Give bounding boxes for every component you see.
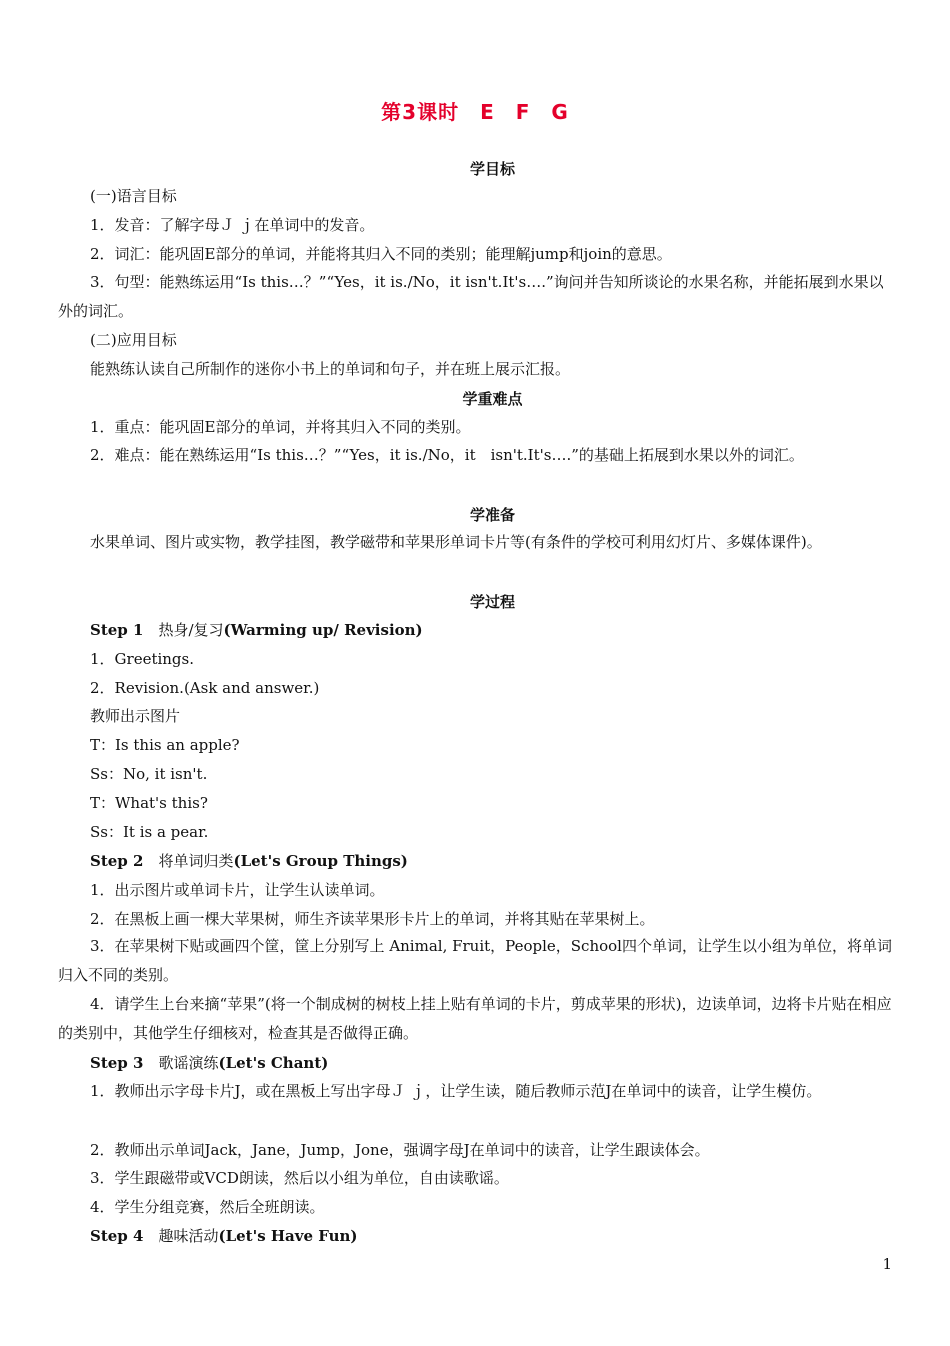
preparation-text: 水果单词、图片或实物，教学挂图，教学磁带和苹果形单词卡片等(有条件的学校可利用幻灯片、多媒体课件)。	[90, 533, 822, 551]
step-2-item-4: 4．请学生上台来摘“苹果”(将一个制成树的树枝上挂上贴有单词的卡片，剪成苹果的形状)，边读单词，边将卡片贴在相应的类别中，其他学生仔细核对，检查其是否做得正确。	[58, 995, 892, 1042]
step-3-label: Step 3	[90, 1054, 144, 1072]
step-1-dialog-3: T：What's this?	[90, 794, 208, 812]
step-1-dialog-4: Ss：It is a pear.	[90, 823, 209, 841]
step-3-item-4: 4．学生分组竞赛，然后全班朗读。	[90, 1198, 325, 1216]
step-3-item-2: 2．教师出示单词Jack，Jane，Jump，Jone，强调字母J在单词中的读音，让学生跟读体会。	[90, 1141, 710, 1159]
step-4-title-en: (Let's Have Fun)	[218, 1227, 358, 1245]
step-3-item-1: 1．教师出示字母卡片J，或在黑板上写出字母Ｊ ｊ，让学生读，随后教师示范J在单词中的读音，让学生模仿。	[90, 1082, 822, 1100]
step-4-title-cn: 趣味活动	[158, 1227, 219, 1245]
step-3-title-en: (Let's Chant)	[218, 1054, 329, 1072]
step-1-item-1: 1．Greetings.	[90, 650, 195, 668]
step-4-label: Step 4	[90, 1227, 144, 1245]
key-point-1: 1．重点：能巩固E部分的单词，并将其归入不同的类别。	[90, 418, 471, 436]
step-1-title-cn: 热身/复习	[158, 621, 224, 639]
step-2-title-en: (Let's Group Things)	[233, 852, 408, 870]
step-2-heading	[90, 851, 408, 871]
goal-item-1: 1．发音：了解字母Ｊ ｊ在单词中的发音。	[90, 216, 375, 234]
step-2-title-cn: 将单词归类	[158, 852, 234, 870]
page-title: 第3课时 E F G	[381, 100, 569, 124]
goals-language-heading: (一)语言目标	[90, 187, 177, 205]
goals-application-heading: (二)应用目标	[90, 331, 177, 349]
step-2-item-3: 3．在苹果树下贴或画四个筐，筐上分别写上 Animal, Fruit，People，School四个单词，让学生以小组为单位，将单词归入不同的类别。	[58, 937, 892, 984]
step-2-item-2: 2．在黑板上画一棵大苹果树，师生齐读苹果形卡片上的单词，并将其贴在苹果树上。	[90, 910, 655, 928]
step-1-heading	[90, 620, 423, 640]
step-1-item-2: 2．Revision.(Ask and answer.)	[90, 679, 320, 697]
step-1-title-en: (Warming up/ Revision)	[223, 621, 423, 639]
step-4-heading	[90, 1226, 358, 1246]
step-2-item-1: 1．出示图片或单词卡片，让学生认读单词。	[90, 881, 385, 899]
page-number: 1	[882, 1255, 892, 1273]
section-heading-preparation: 学准备	[469, 506, 515, 524]
goal-item-2: 2．词汇：能巩固E部分的单词，并能将其归入不同的类别；能理解jump和join的意思。	[90, 245, 672, 263]
section-heading-process: 学过程	[469, 593, 515, 611]
goal-item-3: 3．句型：能熟练运用“Is this…？”“Yes，it is./No，it isn't.It's….”询问并告知所谈论的水果名称，并能拓展到水果以外的词汇。	[58, 273, 884, 320]
goal-application-text: 能熟练认读自己所制作的迷你小书上的单词和句子，并在班上展示汇报。	[90, 360, 571, 378]
step-3-heading	[90, 1053, 328, 1073]
step-1-item-3: 教师出示图片	[90, 707, 181, 725]
key-point-2: 2．难点：能在熟练运用“Is this…？”“Yes，it is./No，it isn't.It's….”的基础上拓展到水果以外的词汇。	[90, 446, 804, 464]
section-heading-key-points: 学重难点	[462, 390, 523, 408]
step-1-dialog-2: Ss：No, it isn't.	[90, 765, 208, 783]
step-2-label: Step 2	[90, 852, 144, 870]
section-heading-goals: 学目标	[469, 160, 515, 178]
step-1-label: Step 1	[90, 621, 144, 639]
step-1-dialog-1: T：Is this an apple?	[90, 736, 240, 754]
step-3-title-cn: 歌谣演练	[158, 1054, 219, 1072]
step-3-item-3: 3．学生跟磁带或VCD朗读，然后以小组为单位，自由读歌谣。	[90, 1169, 509, 1187]
